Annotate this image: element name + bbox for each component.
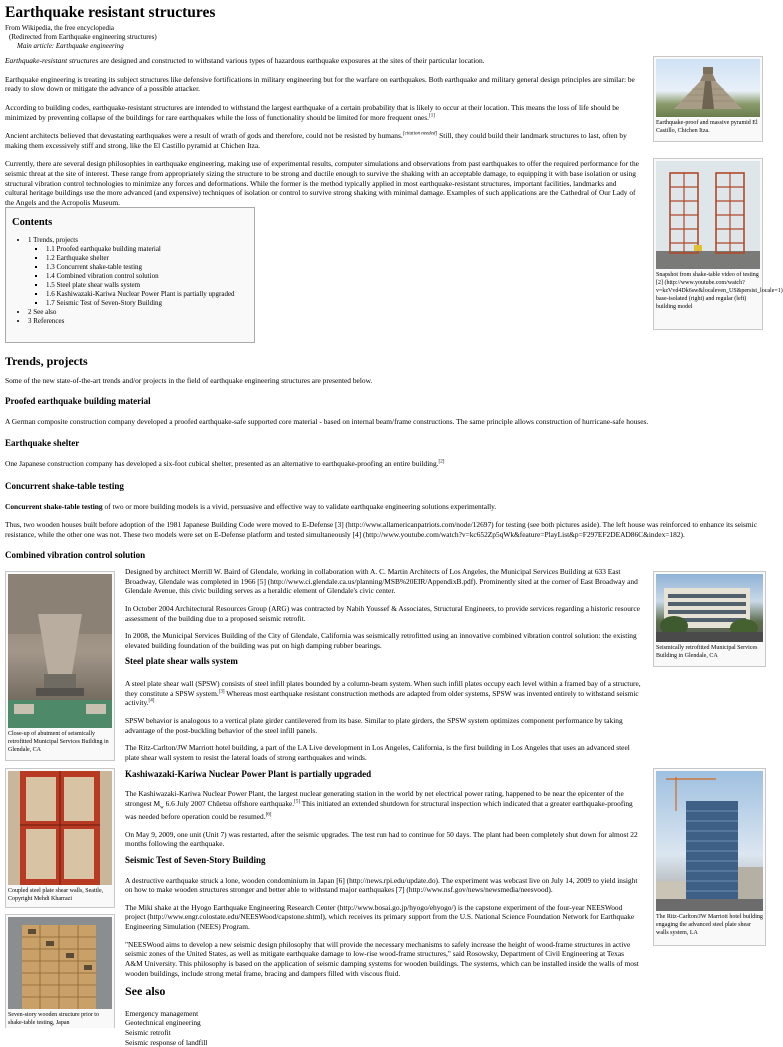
intro-paragraph-1: Earthquake-resistant structures are designed and constructed to withstand various types of hazardous earthquake exposures at the sites of their particular location. xyxy=(5,56,640,66)
pyramid-image[interactable] xyxy=(656,59,760,117)
figure-pyramid xyxy=(653,56,763,142)
from-line: From Wikipedia, the free encyclopedia xyxy=(5,24,405,33)
toc-item[interactable]: ▪ 1.4 Combined vibration control solution xyxy=(46,272,248,281)
spsw-paragraph-2: SPSW behavior is analogous to a vertical plate girder cantilevered from its base. Similar to plate girders, the SPSW system optimizes component performance by taking advantage of the post-buckling behavior of the steel infill panels. xyxy=(125,716,643,735)
ref-5[interactable]: [5] xyxy=(294,800,300,805)
combined-paragraph-1: Designed by architect Merrill W. Baird of Glendale, working in collaboration with A. C. Martin Architects of Los Angeles, the Municipal Services Building at 633 East Broadway, Glendale was completed in 1966 [5] (http://www.ci.glendale.ca.us/planning/MSB%20EIR/AppendixB.pdf). Prominently sited at the corner of East Broadway and Glendale Avenue, this civic building serves as a heraldic element of Glendale's civic center. xyxy=(125,567,643,596)
see-also-list xyxy=(125,1009,643,1047)
ref-2[interactable]: [2] xyxy=(439,460,445,465)
toc-item[interactable]: ▪ 1.2 Earthquake shelter xyxy=(46,254,248,263)
shake-paragraph-1: Concurrent shake-table testing of two or more building models is a vivid, persuasive and effective way to validate earthquake engineering solutions experimentally. xyxy=(5,502,763,512)
seven-paragraph-2: The Miki shake at the Hyogo Earthquake Engineering Research Center (http://www.bosai.go.jp/hyogo/ehyogo/) is the capstone experiment of the four-year NEESWood project (http://www.engr.colostate.edu/NEESWood/capstone.shtml), which receives its primary support from the U.S. National Science Foundation Network for Earthquake Engineering Simulation (NEES) Program. xyxy=(125,903,643,932)
see-also-item[interactable]: Emergency management xyxy=(125,1009,643,1019)
ref-3[interactable]: [3] xyxy=(219,689,225,694)
page-title: Earthquake resistant structures xyxy=(5,4,215,23)
figure-abutment xyxy=(5,571,115,761)
toc-title: Contents xyxy=(12,216,248,230)
wooden-caption: Seven-story wooden structure prior to shake-table testing, Japan xyxy=(8,1011,112,1027)
kk-paragraph-2: On May 9, 2009, one unit (Unit 7) was restarted, after the seismic upgrades. The test run had to continue for 50 days. The plant had been completely shut down for almost 22 months following the earthquake. xyxy=(125,830,643,849)
citation-needed[interactable]: [citation needed] xyxy=(403,132,438,137)
intro-section xyxy=(5,56,640,214)
wooden-image[interactable] xyxy=(8,917,112,1009)
ref-1[interactable]: [1] xyxy=(429,113,435,118)
seven-paragraph-1: A destructive earthquake struck a lone, wooden condominium in Japan [6] (http://news.rpi.edu/update.do). The experiment was webcast live on July 14, 2009 to yield insight on how to make wooden structures stronger and better able to withstand major earthquakes [7] (http://www.nsf.gov/news/newsmedia/neesvood). xyxy=(125,876,643,895)
spsw-paragraph-3: The Ritz-Carlton/JW Marriott hotel building, a part of the LA Live development in Los Angeles, California, is the first building in Los Angeles that uses an advanced steel plate shear wall system to resist the lateral loads of strong earthquakes and winds. xyxy=(125,743,643,762)
kk-heading: Kashiwazaki-Kariwa Nuclear Power Plant is partially upgraded xyxy=(125,769,643,780)
spsw-heading: Steel plate shear walls system xyxy=(125,656,643,667)
combined-paragraph-3: In 2008, the Municipal Services Building of the City of Glendale, California was seismically retrofitted using an innovative combined vibration control solution: the existing elevated building foundation of the building was put on high damping rubber bearings. xyxy=(125,631,643,650)
glendale-caption: Seismically retrofitted Municipal Services Building in Glendale, CA xyxy=(656,644,763,660)
combined-paragraph-2: In October 2004 Architectural Resources Group (ARG) was contracted by Nabih Youssef & Associates, Structural Engineers, to provide services regarding a historic resource assessment of the building due to a proposed seismic retrofit. xyxy=(125,604,643,623)
main-article-link[interactable]: Main article: Earthquake engineering xyxy=(5,42,405,51)
see-also-item[interactable]: Seismic response of landfill xyxy=(125,1038,643,1047)
toc-item[interactable]: ▪ 1.7 Seismic Test of Seven-Story Building xyxy=(46,299,248,308)
shake-table-image[interactable] xyxy=(656,161,760,269)
lower-main-column xyxy=(125,567,643,1047)
toc-item[interactable]: • 1 Trends, projects xyxy=(28,236,248,245)
proofed-heading: Proofed earthquake building material xyxy=(5,396,763,407)
shake-heading: Concurrent shake-table testing xyxy=(5,481,763,492)
kk-paragraph-1: The Kashiwazaki-Kariwa Nuclear Power Plant, the largest nuclear generating station in the world by net electrical power rating, happened to be near the epicenter of the strongest $M_w$ 6.6 July 2007 Chūetsu offshore earthquake.[5] This initiated an extended shutdown for structural inspection which indicated that a greater earthquake-proofing was needed before operation could be resumed.[6] xyxy=(125,789,643,821)
see-also-item[interactable]: Geotechnical engineering xyxy=(125,1018,643,1028)
toc-item[interactable]: ▪ 1.3 Concurrent shake-table testing xyxy=(46,263,248,272)
trends-section xyxy=(5,354,763,546)
see-also-item[interactable]: Seismic retrofit xyxy=(125,1028,643,1038)
spsw-caption: Coupled steel plate shear walls, Seattle, Copyright Mehdi Kharrazi xyxy=(8,887,112,903)
shake-table-caption: Snapshot from shake-table video of testing [2] (http://www.youtube.com/watch?v=kzVvd4Dk6sw&localeven_US&persist_locale=1) base-isolated (right) and regular (left) building model xyxy=(656,271,760,311)
spsw-paragraph-1: A steel plate shear wall (SPSW) consists of steel infill plates bounded by a column-beam system. When such infill plates occupy each level within a framed bay of a structure, they constitute a SPSW system.[3] Whereas most earthquake resistant construction methods are adapted from older systems, SPSW was invented entirely to withstand seismic activity.[4] xyxy=(125,679,643,708)
toc-item[interactable]: • 3 References xyxy=(28,317,248,326)
toc-item[interactable]: ▪ 1.5 Steel plate shear walls system xyxy=(46,281,248,290)
glendale-image[interactable] xyxy=(656,574,763,642)
abutment-image[interactable] xyxy=(8,574,112,728)
pyramid-caption: Earthquake-proof and massive pyramid El Castillo, Chichen Itza. xyxy=(656,119,760,135)
shelter-text: One Japanese construction company has developed a six-foot cubical shelter, presented as an alternative to earthquake-proofing an entire building.[2] xyxy=(5,459,763,469)
seven-paragraph-3: "NEESWood aims to develop a new seismic design philosophy that will provide the necessary mechanisms to safely increase the height of wood-frame structures in active seismic zones of the United States, as well as mitigate earthquake damage to low-rise wood-frame structures," said Rosowsky, Department of Civil Engineering at Texas A&M University. This philosophy is based on the application of seismic damping systems for wooden buildings. The systems, which can be installed inside the walls of most wooden buildings, include strong metal frame, bracing and dampers filled with viscous fluid. xyxy=(125,940,643,979)
combined-heading: Combined vibration control solution xyxy=(5,550,145,561)
spsw-image[interactable] xyxy=(8,771,112,885)
intro-paragraph-2: Earthquake engineering is treating its subject structures like defensive fortifications in military engineering but for the warfare on earthquakes. Both earthquake and military general design principles are similar: be ready to slow down or mitigate the advance of a possible attacker. xyxy=(5,75,640,94)
proofed-text: A German composite construction company developed a proofed earthquake-safe supported core material - based on internal beam/frame constructions. The same principle allows construction of hurricane-safe houses. xyxy=(5,417,763,427)
ref-4[interactable]: [4] xyxy=(149,699,155,704)
intro-paragraph-4: Ancient architects believed that devastating earthquakes were a result of wrath of gods and therefore, could not be resisted by humans.[citation needed] Still, they could build their landmark structures to last, often by making them excessively stiff and strong, like the El Castillo pyramid at Chichen Itza. xyxy=(5,131,640,150)
figure-spsw xyxy=(5,768,115,908)
toc-item[interactable]: ▪ 1.1 Proofed earthquake building material xyxy=(46,245,248,254)
toc-item[interactable]: ▪ 1.6 Kashiwazaki-Kariwa Nuclear Power Plant is partially upgraded xyxy=(46,290,248,299)
redirect-line[interactable]: (Redirected from Earthquake engineering structures) xyxy=(5,33,405,42)
intro-paragraph-5: Currently, there are several design philosophies in earthquake engineering, making use of experimental results, computer simulations and observations from past earthquakes to offer the required performance for the seismic threat at the site of interest. These range from appropriately sizing the structure to be strong and ductile enough to survive the shaking with an acceptable damage, to equipping it with base isolation or using structural vibration control technologies to minimize any forces and deformations. While the former is the method typically applied in most earthquake-resistant structures, important facilities, landmarks and cultural heritage buildings use the more advanced (and expensive) techniques of isolation or control to survive strong shaking with minimal damage. Examples of such applications are the Cathedral of Our Lady of the Angels and the Acropolis Museum. xyxy=(5,159,640,207)
table-of-contents xyxy=(5,207,255,343)
trends-intro: Some of the new state-of-the-art trends and/or projects in the field of earthquake engineering structures are presented below. xyxy=(5,376,763,386)
toc-item[interactable]: • 2 See also xyxy=(28,308,248,317)
seven-heading: Seismic Test of Seven-Story Building xyxy=(125,855,643,866)
figure-ritz xyxy=(653,768,766,946)
see-also-heading: See also xyxy=(125,984,643,998)
intro-paragraph-3: According to building codes, earthquake-resistant structures are intended to withstand the largest earthquake of a certain probability that is likely to occur at their location. This means the loss of life should be minimized by preventing collapse of the buildings for rare earthquakes while the loss of functionality should be limited for more frequent ones.[1] xyxy=(5,103,640,122)
figure-glendale xyxy=(653,571,766,667)
shelter-heading: Earthquake shelter xyxy=(5,438,763,449)
ritz-caption: The Ritz-Carlton/JW Marriott hotel building engaging the advanced steel plate shear walls system, LA xyxy=(656,913,763,937)
ref-6[interactable]: [6] xyxy=(266,812,272,817)
ritz-image[interactable] xyxy=(656,771,763,911)
abutment-caption: Close-up of abutment of seismically retrofitted Municipal Services Building in Glendale, CA xyxy=(8,730,112,754)
figure-wooden xyxy=(5,914,115,1028)
intro-term: Earthquake-resistant structures xyxy=(5,56,98,65)
shake-paragraph-2: Thus, two wooden houses built before adoption of the 1981 Japanese Building Code were moved to E-Defense [3] (http://www.allamericanpatriots.com/node/12697) for testing (see both pictures aside). The left house was reinforced to enhance its seismic resistance, while the other one was not. These two models were set on E-Defense platform and tested simultaneously [4] (http://www.youtube.com/watch?v=kc652Zp5qWk&feature=PlayList&p=F297EF2DEAD86C&index=182). xyxy=(5,520,763,539)
article-meta xyxy=(5,24,405,50)
trends-heading: Trends, projects xyxy=(5,354,763,368)
figure-shake-table xyxy=(653,158,763,330)
